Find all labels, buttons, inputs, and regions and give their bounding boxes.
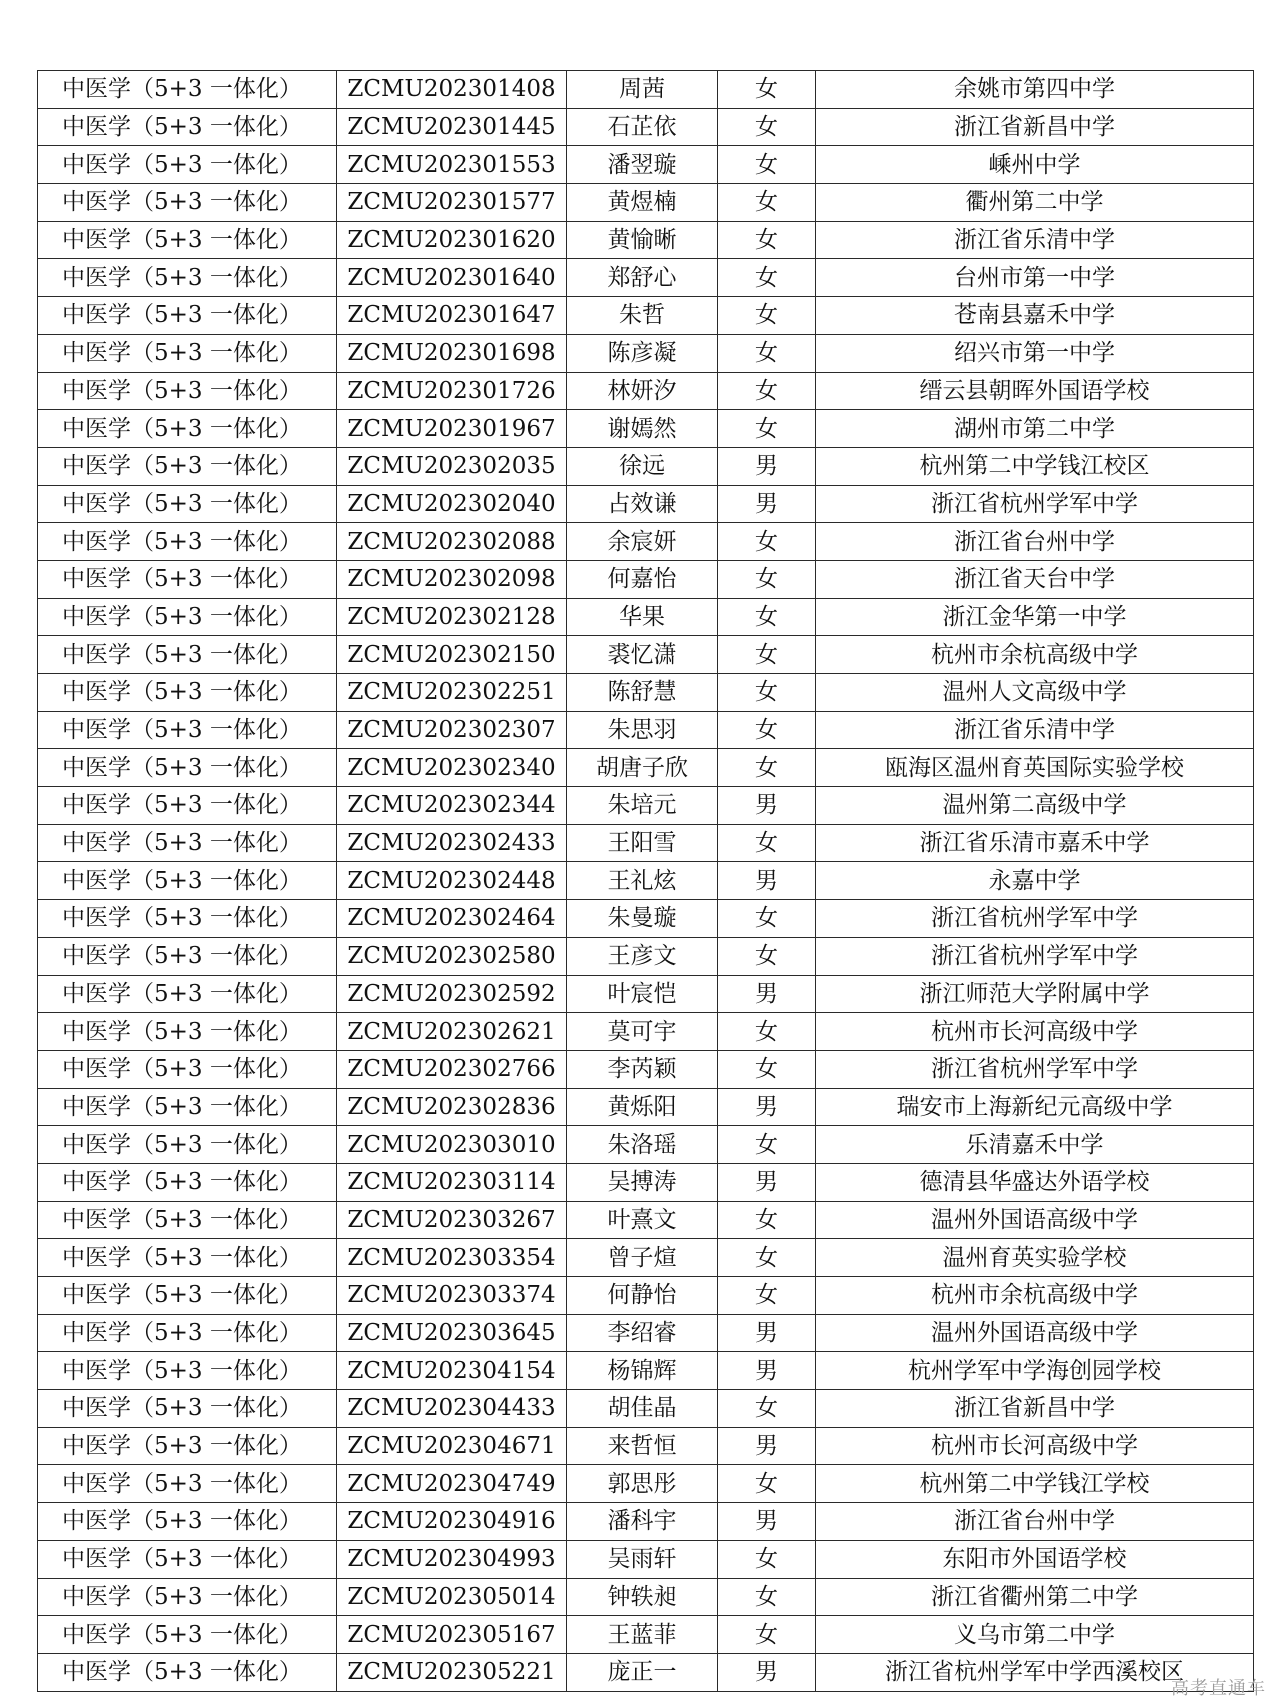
student-name-cell: 王礼炫 bbox=[567, 862, 718, 900]
school-cell: 永嘉中学 bbox=[816, 862, 1254, 900]
student-id-cell: ZCMU202301553 bbox=[337, 146, 567, 184]
admission-roster-table bbox=[37, 70, 1254, 1692]
student-name-cell: 占效谦 bbox=[567, 485, 718, 523]
gender-cell: 女 bbox=[718, 71, 816, 109]
student-name-cell: 李芮颖 bbox=[567, 1050, 718, 1088]
student-id-cell: ZCMU202304433 bbox=[337, 1390, 567, 1428]
gender-cell: 女 bbox=[718, 372, 816, 410]
school-cell: 杭州市余杭高级中学 bbox=[816, 1277, 1254, 1315]
gender-cell: 女 bbox=[718, 1239, 816, 1277]
student-id-cell: ZCMU202304916 bbox=[337, 1503, 567, 1541]
student-name-cell: 胡唐子欣 bbox=[567, 749, 718, 787]
school-cell: 杭州市余杭高级中学 bbox=[816, 636, 1254, 674]
table-row bbox=[38, 108, 1254, 146]
major-cell: 中医学（5+3 一体化） bbox=[38, 900, 337, 938]
gender-cell: 女 bbox=[718, 1578, 816, 1616]
major-cell: 中医学（5+3 一体化） bbox=[38, 1088, 337, 1126]
school-cell: 温州外国语高级中学 bbox=[816, 1314, 1254, 1352]
major-cell: 中医学（5+3 一体化） bbox=[38, 1314, 337, 1352]
gender-cell: 男 bbox=[718, 1314, 816, 1352]
major-cell: 中医学（5+3 一体化） bbox=[38, 787, 337, 825]
school-cell: 浙江省杭州学军中学 bbox=[816, 485, 1254, 523]
student-name-cell: 余宸妍 bbox=[567, 523, 718, 561]
table-row bbox=[38, 1126, 1254, 1164]
student-id-cell: ZCMU202303010 bbox=[337, 1126, 567, 1164]
major-cell: 中医学（5+3 一体化） bbox=[38, 560, 337, 598]
table-row bbox=[38, 1578, 1254, 1616]
student-id-cell: ZCMU202301698 bbox=[337, 334, 567, 372]
gender-cell: 女 bbox=[718, 636, 816, 674]
school-cell: 杭州学军中学海创园学校 bbox=[816, 1352, 1254, 1390]
major-cell: 中医学（5+3 一体化） bbox=[38, 598, 337, 636]
gender-cell: 女 bbox=[718, 259, 816, 297]
school-cell: 杭州第二中学钱江校区 bbox=[816, 447, 1254, 485]
table-row bbox=[38, 221, 1254, 259]
major-cell: 中医学（5+3 一体化） bbox=[38, 749, 337, 787]
table-row bbox=[38, 787, 1254, 825]
student-id-cell: ZCMU202302344 bbox=[337, 787, 567, 825]
school-cell: 浙江师范大学附属中学 bbox=[816, 975, 1254, 1013]
student-name-cell: 华果 bbox=[567, 598, 718, 636]
school-cell: 浙江省杭州学军中学 bbox=[816, 900, 1254, 938]
student-name-cell: 徐远 bbox=[567, 447, 718, 485]
roster-body bbox=[38, 71, 1254, 1692]
school-cell: 浙江省乐清中学 bbox=[816, 711, 1254, 749]
student-name-cell: 朱哲 bbox=[567, 297, 718, 335]
major-cell: 中医学（5+3 一体化） bbox=[38, 1465, 337, 1503]
major-cell: 中医学（5+3 一体化） bbox=[38, 1277, 337, 1315]
major-cell: 中医学（5+3 一体化） bbox=[38, 1050, 337, 1088]
school-cell: 浙江省乐清中学 bbox=[816, 221, 1254, 259]
table-row bbox=[38, 1616, 1254, 1654]
major-cell: 中医学（5+3 一体化） bbox=[38, 297, 337, 335]
student-name-cell: 莫可宇 bbox=[567, 1013, 718, 1051]
school-cell: 温州外国语高级中学 bbox=[816, 1201, 1254, 1239]
school-cell: 浙江省新昌中学 bbox=[816, 1390, 1254, 1428]
table-row bbox=[38, 1314, 1254, 1352]
school-cell: 德清县华盛达外语学校 bbox=[816, 1163, 1254, 1201]
student-id-cell: ZCMU202301967 bbox=[337, 410, 567, 448]
school-cell: 浙江省台州中学 bbox=[816, 1503, 1254, 1541]
student-id-cell: ZCMU202302088 bbox=[337, 523, 567, 561]
student-id-cell: ZCMU202302836 bbox=[337, 1088, 567, 1126]
table-row bbox=[38, 1465, 1254, 1503]
gender-cell: 男 bbox=[718, 1352, 816, 1390]
major-cell: 中医学（5+3 一体化） bbox=[38, 1503, 337, 1541]
major-cell: 中医学（5+3 一体化） bbox=[38, 1126, 337, 1164]
major-cell: 中医学（5+3 一体化） bbox=[38, 975, 337, 1013]
student-name-cell: 叶熹文 bbox=[567, 1201, 718, 1239]
table-row bbox=[38, 1050, 1254, 1088]
school-cell: 杭州市长河高级中学 bbox=[816, 1013, 1254, 1051]
major-cell: 中医学（5+3 一体化） bbox=[38, 1201, 337, 1239]
gender-cell: 女 bbox=[718, 1465, 816, 1503]
gender-cell: 女 bbox=[718, 749, 816, 787]
major-cell: 中医学（5+3 一体化） bbox=[38, 1390, 337, 1428]
major-cell: 中医学（5+3 一体化） bbox=[38, 334, 337, 372]
gender-cell: 女 bbox=[718, 1013, 816, 1051]
student-id-cell: ZCMU202301647 bbox=[337, 297, 567, 335]
gender-cell: 女 bbox=[718, 1277, 816, 1315]
student-id-cell: ZCMU202302448 bbox=[337, 862, 567, 900]
student-name-cell: 王彦文 bbox=[567, 937, 718, 975]
school-cell: 绍兴市第一中学 bbox=[816, 334, 1254, 372]
gender-cell: 女 bbox=[718, 560, 816, 598]
table-row bbox=[38, 1201, 1254, 1239]
school-cell: 浙江省杭州学军中学 bbox=[816, 937, 1254, 975]
gender-cell: 男 bbox=[718, 1088, 816, 1126]
gender-cell: 男 bbox=[718, 1503, 816, 1541]
school-cell: 杭州市长河高级中学 bbox=[816, 1427, 1254, 1465]
student-name-cell: 石芷依 bbox=[567, 108, 718, 146]
major-cell: 中医学（5+3 一体化） bbox=[38, 221, 337, 259]
student-name-cell: 黄愉晰 bbox=[567, 221, 718, 259]
table-row bbox=[38, 184, 1254, 222]
student-id-cell: ZCMU202302433 bbox=[337, 824, 567, 862]
major-cell: 中医学（5+3 一体化） bbox=[38, 1013, 337, 1051]
major-cell: 中医学（5+3 一体化） bbox=[38, 485, 337, 523]
major-cell: 中医学（5+3 一体化） bbox=[38, 146, 337, 184]
gender-cell: 男 bbox=[718, 1427, 816, 1465]
student-id-cell: ZCMU202301445 bbox=[337, 108, 567, 146]
gender-cell: 女 bbox=[718, 334, 816, 372]
student-name-cell: 王阳雪 bbox=[567, 824, 718, 862]
school-cell: 温州人文高级中学 bbox=[816, 674, 1254, 712]
gender-cell: 男 bbox=[718, 787, 816, 825]
gender-cell: 女 bbox=[718, 108, 816, 146]
gender-cell: 女 bbox=[718, 1201, 816, 1239]
student-name-cell: 朱培元 bbox=[567, 787, 718, 825]
student-name-cell: 李绍睿 bbox=[567, 1314, 718, 1352]
student-name-cell: 朱洛瑶 bbox=[567, 1126, 718, 1164]
student-name-cell: 来哲恒 bbox=[567, 1427, 718, 1465]
major-cell: 中医学（5+3 一体化） bbox=[38, 108, 337, 146]
table-row bbox=[38, 1503, 1254, 1541]
major-cell: 中医学（5+3 一体化） bbox=[38, 523, 337, 561]
student-id-cell: ZCMU202305167 bbox=[337, 1616, 567, 1654]
school-cell: 浙江省杭州学军中学 bbox=[816, 1050, 1254, 1088]
student-id-cell: ZCMU202304749 bbox=[337, 1465, 567, 1503]
student-id-cell: ZCMU202302580 bbox=[337, 937, 567, 975]
table-row bbox=[38, 975, 1254, 1013]
table-row bbox=[38, 824, 1254, 862]
student-id-cell: ZCMU202305014 bbox=[337, 1578, 567, 1616]
student-name-cell: 庞正一 bbox=[567, 1653, 718, 1691]
major-cell: 中医学（5+3 一体化） bbox=[38, 1540, 337, 1578]
school-cell: 嵊州中学 bbox=[816, 146, 1254, 184]
table-row bbox=[38, 1088, 1254, 1126]
gender-cell: 女 bbox=[718, 674, 816, 712]
major-cell: 中医学（5+3 一体化） bbox=[38, 862, 337, 900]
student-id-cell: ZCMU202302592 bbox=[337, 975, 567, 1013]
major-cell: 中医学（5+3 一体化） bbox=[38, 1163, 337, 1201]
table-row bbox=[38, 1239, 1254, 1277]
student-name-cell: 郭思彤 bbox=[567, 1465, 718, 1503]
school-cell: 苍南县嘉禾中学 bbox=[816, 297, 1254, 335]
major-cell: 中医学（5+3 一体化） bbox=[38, 1239, 337, 1277]
major-cell: 中医学（5+3 一体化） bbox=[38, 711, 337, 749]
student-name-cell: 叶宸恺 bbox=[567, 975, 718, 1013]
gender-cell: 女 bbox=[718, 1540, 816, 1578]
major-cell: 中医学（5+3 一体化） bbox=[38, 1653, 337, 1691]
table-row bbox=[38, 447, 1254, 485]
school-cell: 浙江省台州中学 bbox=[816, 523, 1254, 561]
student-name-cell: 谢嫣然 bbox=[567, 410, 718, 448]
student-id-cell: ZCMU202301408 bbox=[337, 71, 567, 109]
student-name-cell: 何静怡 bbox=[567, 1277, 718, 1315]
watermark-text: 高考直通车 bbox=[1171, 1678, 1266, 1699]
student-id-cell: ZCMU202302464 bbox=[337, 900, 567, 938]
school-cell: 余姚市第四中学 bbox=[816, 71, 1254, 109]
student-id-cell: ZCMU202304993 bbox=[337, 1540, 567, 1578]
table-row bbox=[38, 372, 1254, 410]
student-id-cell: ZCMU202303374 bbox=[337, 1277, 567, 1315]
major-cell: 中医学（5+3 一体化） bbox=[38, 674, 337, 712]
student-name-cell: 周茜 bbox=[567, 71, 718, 109]
major-cell: 中医学（5+3 一体化） bbox=[38, 259, 337, 297]
major-cell: 中医学（5+3 一体化） bbox=[38, 184, 337, 222]
gender-cell: 男 bbox=[718, 1653, 816, 1691]
school-cell: 衢州第二中学 bbox=[816, 184, 1254, 222]
gender-cell: 女 bbox=[718, 221, 816, 259]
table-row bbox=[38, 560, 1254, 598]
table-row bbox=[38, 146, 1254, 184]
student-name-cell: 吴搏涛 bbox=[567, 1163, 718, 1201]
gender-cell: 女 bbox=[718, 824, 816, 862]
school-cell: 瑞安市上海新纪元高级中学 bbox=[816, 1088, 1254, 1126]
student-id-cell: ZCMU202303354 bbox=[337, 1239, 567, 1277]
school-cell: 浙江金华第一中学 bbox=[816, 598, 1254, 636]
student-name-cell: 杨锦辉 bbox=[567, 1352, 718, 1390]
student-name-cell: 曾子煊 bbox=[567, 1239, 718, 1277]
table-row bbox=[38, 598, 1254, 636]
table-row bbox=[38, 259, 1254, 297]
major-cell: 中医学（5+3 一体化） bbox=[38, 447, 337, 485]
table-row bbox=[38, 1352, 1254, 1390]
student-name-cell: 钟轶昶 bbox=[567, 1578, 718, 1616]
major-cell: 中医学（5+3 一体化） bbox=[38, 824, 337, 862]
student-id-cell: ZCMU202304154 bbox=[337, 1352, 567, 1390]
major-cell: 中医学（5+3 一体化） bbox=[38, 410, 337, 448]
student-id-cell: ZCMU202302340 bbox=[337, 749, 567, 787]
student-name-cell: 黄烁阳 bbox=[567, 1088, 718, 1126]
gender-cell: 女 bbox=[718, 598, 816, 636]
school-cell: 浙江省新昌中学 bbox=[816, 108, 1254, 146]
school-cell: 杭州第二中学钱江学校 bbox=[816, 1465, 1254, 1503]
table-row bbox=[38, 937, 1254, 975]
table-row bbox=[38, 862, 1254, 900]
gender-cell: 女 bbox=[718, 146, 816, 184]
gender-cell: 男 bbox=[718, 1163, 816, 1201]
table-row bbox=[38, 1163, 1254, 1201]
school-cell: 温州育英实验学校 bbox=[816, 1239, 1254, 1277]
student-name-cell: 郑舒心 bbox=[567, 259, 718, 297]
student-id-cell: ZCMU202302040 bbox=[337, 485, 567, 523]
student-id-cell: ZCMU202303645 bbox=[337, 1314, 567, 1352]
student-id-cell: ZCMU202303114 bbox=[337, 1163, 567, 1201]
table-row bbox=[38, 1427, 1254, 1465]
student-id-cell: ZCMU202302128 bbox=[337, 598, 567, 636]
gender-cell: 女 bbox=[718, 410, 816, 448]
gender-cell: 女 bbox=[718, 297, 816, 335]
table-row bbox=[38, 749, 1254, 787]
gender-cell: 女 bbox=[718, 184, 816, 222]
major-cell: 中医学（5+3 一体化） bbox=[38, 372, 337, 410]
table-row bbox=[38, 297, 1254, 335]
school-cell: 浙江省天台中学 bbox=[816, 560, 1254, 598]
student-name-cell: 王蓝菲 bbox=[567, 1616, 718, 1654]
table-row bbox=[38, 1390, 1254, 1428]
gender-cell: 女 bbox=[718, 937, 816, 975]
school-cell: 台州市第一中学 bbox=[816, 259, 1254, 297]
gender-cell: 女 bbox=[718, 523, 816, 561]
table-row bbox=[38, 1277, 1254, 1315]
student-id-cell: ZCMU202301726 bbox=[337, 372, 567, 410]
student-id-cell: ZCMU202302766 bbox=[337, 1050, 567, 1088]
student-id-cell: ZCMU202302621 bbox=[337, 1013, 567, 1051]
major-cell: 中医学（5+3 一体化） bbox=[38, 1352, 337, 1390]
student-id-cell: ZCMU202303267 bbox=[337, 1201, 567, 1239]
gender-cell: 男 bbox=[718, 447, 816, 485]
table-row bbox=[38, 1013, 1254, 1051]
student-name-cell: 朱曼璇 bbox=[567, 900, 718, 938]
major-cell: 中医学（5+3 一体化） bbox=[38, 71, 337, 109]
gender-cell: 女 bbox=[718, 900, 816, 938]
student-name-cell: 黄煜楠 bbox=[567, 184, 718, 222]
major-cell: 中医学（5+3 一体化） bbox=[38, 1578, 337, 1616]
table-row bbox=[38, 410, 1254, 448]
school-cell: 温州第二高级中学 bbox=[816, 787, 1254, 825]
table-row bbox=[38, 1540, 1254, 1578]
school-cell: 乐清嘉禾中学 bbox=[816, 1126, 1254, 1164]
student-name-cell: 吴雨轩 bbox=[567, 1540, 718, 1578]
student-id-cell: ZCMU202301577 bbox=[337, 184, 567, 222]
student-id-cell: ZCMU202301640 bbox=[337, 259, 567, 297]
gender-cell: 女 bbox=[718, 1616, 816, 1654]
table-row bbox=[38, 485, 1254, 523]
student-id-cell: ZCMU202304671 bbox=[337, 1427, 567, 1465]
student-name-cell: 胡佳晶 bbox=[567, 1390, 718, 1428]
major-cell: 中医学（5+3 一体化） bbox=[38, 937, 337, 975]
school-cell: 瓯海区温州育英国际实验学校 bbox=[816, 749, 1254, 787]
student-name-cell: 朱思羽 bbox=[567, 711, 718, 749]
roster-sheet bbox=[37, 70, 1253, 1692]
table-row bbox=[38, 674, 1254, 712]
table-row bbox=[38, 636, 1254, 674]
gender-cell: 男 bbox=[718, 975, 816, 1013]
student-name-cell: 陈舒慧 bbox=[567, 674, 718, 712]
student-id-cell: ZCMU202305221 bbox=[337, 1653, 567, 1691]
table-row bbox=[38, 523, 1254, 561]
gender-cell: 女 bbox=[718, 1050, 816, 1088]
student-id-cell: ZCMU202302098 bbox=[337, 560, 567, 598]
school-cell: 缙云县朝晖外国语学校 bbox=[816, 372, 1254, 410]
student-id-cell: ZCMU202302307 bbox=[337, 711, 567, 749]
school-cell: 义乌市第二中学 bbox=[816, 1616, 1254, 1654]
table-row bbox=[38, 711, 1254, 749]
student-name-cell: 裘忆潇 bbox=[567, 636, 718, 674]
table-row bbox=[38, 1653, 1254, 1691]
student-id-cell: ZCMU202302035 bbox=[337, 447, 567, 485]
student-name-cell: 潘科宇 bbox=[567, 1503, 718, 1541]
school-cell: 浙江省乐清市嘉禾中学 bbox=[816, 824, 1254, 862]
table-row bbox=[38, 334, 1254, 372]
student-name-cell: 林妍汐 bbox=[567, 372, 718, 410]
school-cell: 浙江省衢州第二中学 bbox=[816, 1578, 1254, 1616]
gender-cell: 女 bbox=[718, 1126, 816, 1164]
gender-cell: 男 bbox=[718, 485, 816, 523]
major-cell: 中医学（5+3 一体化） bbox=[38, 1427, 337, 1465]
student-name-cell: 潘翌璇 bbox=[567, 146, 718, 184]
student-name-cell: 陈彦凝 bbox=[567, 334, 718, 372]
gender-cell: 女 bbox=[718, 1390, 816, 1428]
student-id-cell: ZCMU202301620 bbox=[337, 221, 567, 259]
table-row bbox=[38, 71, 1254, 109]
student-id-cell: ZCMU202302150 bbox=[337, 636, 567, 674]
student-name-cell: 何嘉怡 bbox=[567, 560, 718, 598]
school-cell: 浙江省杭州学军中学西溪校区 bbox=[816, 1653, 1254, 1691]
major-cell: 中医学（5+3 一体化） bbox=[38, 1616, 337, 1654]
school-cell: 湖州市第二中学 bbox=[816, 410, 1254, 448]
table-row bbox=[38, 900, 1254, 938]
major-cell: 中医学（5+3 一体化） bbox=[38, 636, 337, 674]
school-cell: 东阳市外国语学校 bbox=[816, 1540, 1254, 1578]
gender-cell: 女 bbox=[718, 711, 816, 749]
gender-cell: 男 bbox=[718, 862, 816, 900]
student-id-cell: ZCMU202302251 bbox=[337, 674, 567, 712]
